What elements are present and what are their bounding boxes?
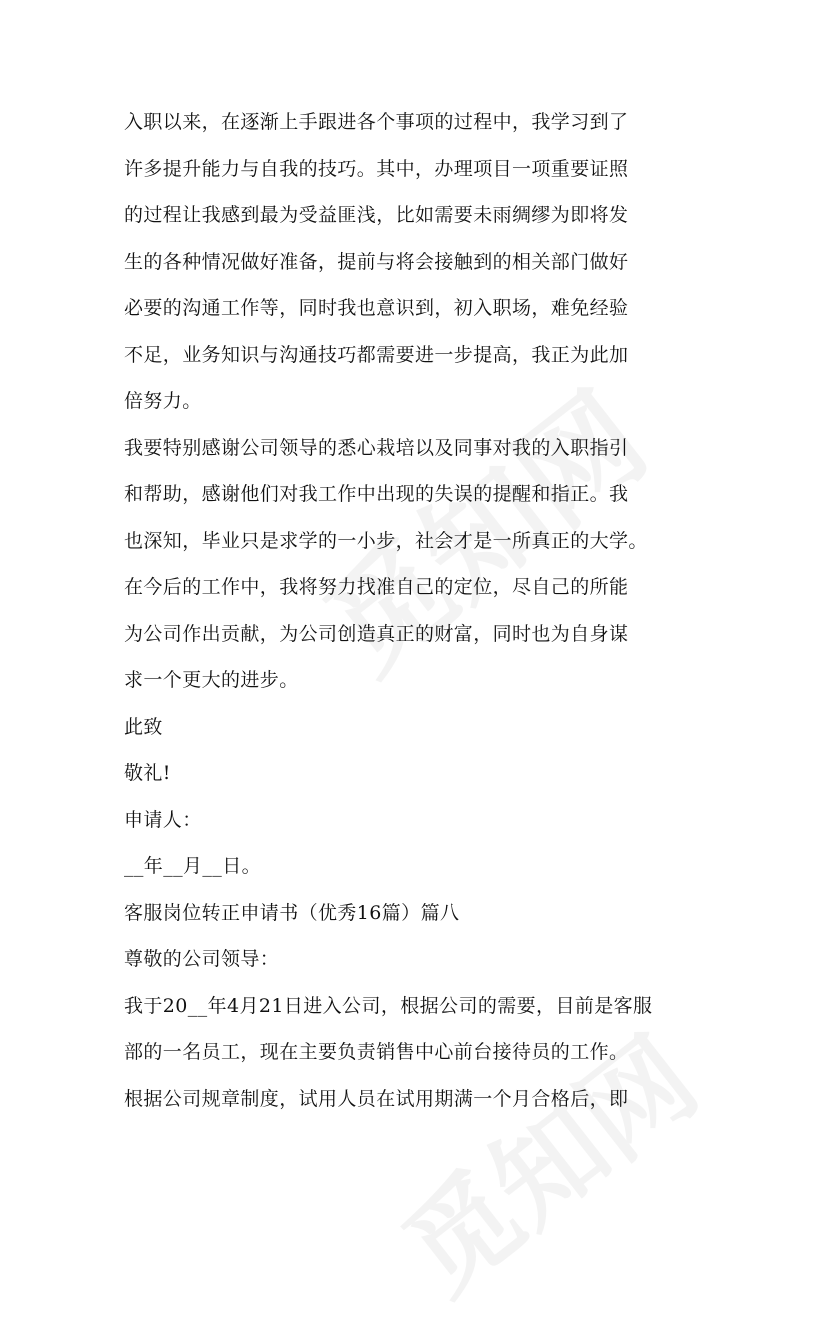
paragraph-line: 我于20__年4月21日进入公司，根据公司的需要，目前是客服 [124, 995, 653, 1017]
closing-line: 此致 [124, 716, 163, 738]
paragraph-line: 许多提升能力与自我的技巧。其中，办理项目一项重要证照 [124, 158, 629, 180]
paragraph-line: 也深知，毕业只是求学的一小步，社会才是一所真正的大学。 [124, 530, 648, 552]
paragraph-line: 求一个更大的进步。 [124, 669, 299, 691]
paragraph-line: 必要的沟通工作等，同时我也意识到，初入职场，难免经验 [124, 297, 629, 319]
salutation-line: 尊敬的公司领导： [124, 948, 280, 970]
watermark [285, 347, 675, 704]
paragraph-line: 和帮助，感谢他们对我工作中出现的失误的提醒和指正。我 [124, 483, 629, 505]
closing-line: 敬礼! [124, 762, 171, 784]
paragraph-line: 我要特别感谢公司领导的悉心栽培以及同事对我的入职指引 [124, 437, 629, 459]
paragraph-line: 根据公司规章制度，试用人员在试用期满一个月合格后，即 [124, 1088, 629, 1110]
paragraph-line: 的过程让我感到最为受益匪浅，比如需要未雨绸缪为即将发 [124, 204, 629, 226]
paragraph-line: 不足，业务知识与沟通技巧都需要进一步提高，我正为此加 [124, 344, 629, 366]
paragraph-line: 为公司作出贡献，为公司创造真正的财富，同时也为自身谋 [124, 623, 629, 645]
paragraph-line: 倍努力。 [124, 390, 202, 412]
paragraph-line: 部的一名员工，现在主要负责销售中心前台接待员的工作。 [124, 1041, 629, 1063]
applicant-label: 申请人： [124, 809, 202, 831]
date-line: __年__月__日。 [124, 855, 262, 877]
section-heading: 客服岗位转正申请书（优秀16篇）篇八 [124, 902, 460, 924]
paragraph-line: 入职以来，在逐渐上手跟进各个事项的过程中，我学习到了 [124, 111, 629, 133]
paragraph-line: 生的各种情况做好准备，提前与将会接触到的相关部门做好 [124, 251, 629, 273]
paragraph-line: 在今后的工作中，我将努力找准自己的定位，尽自己的所能 [124, 576, 629, 598]
